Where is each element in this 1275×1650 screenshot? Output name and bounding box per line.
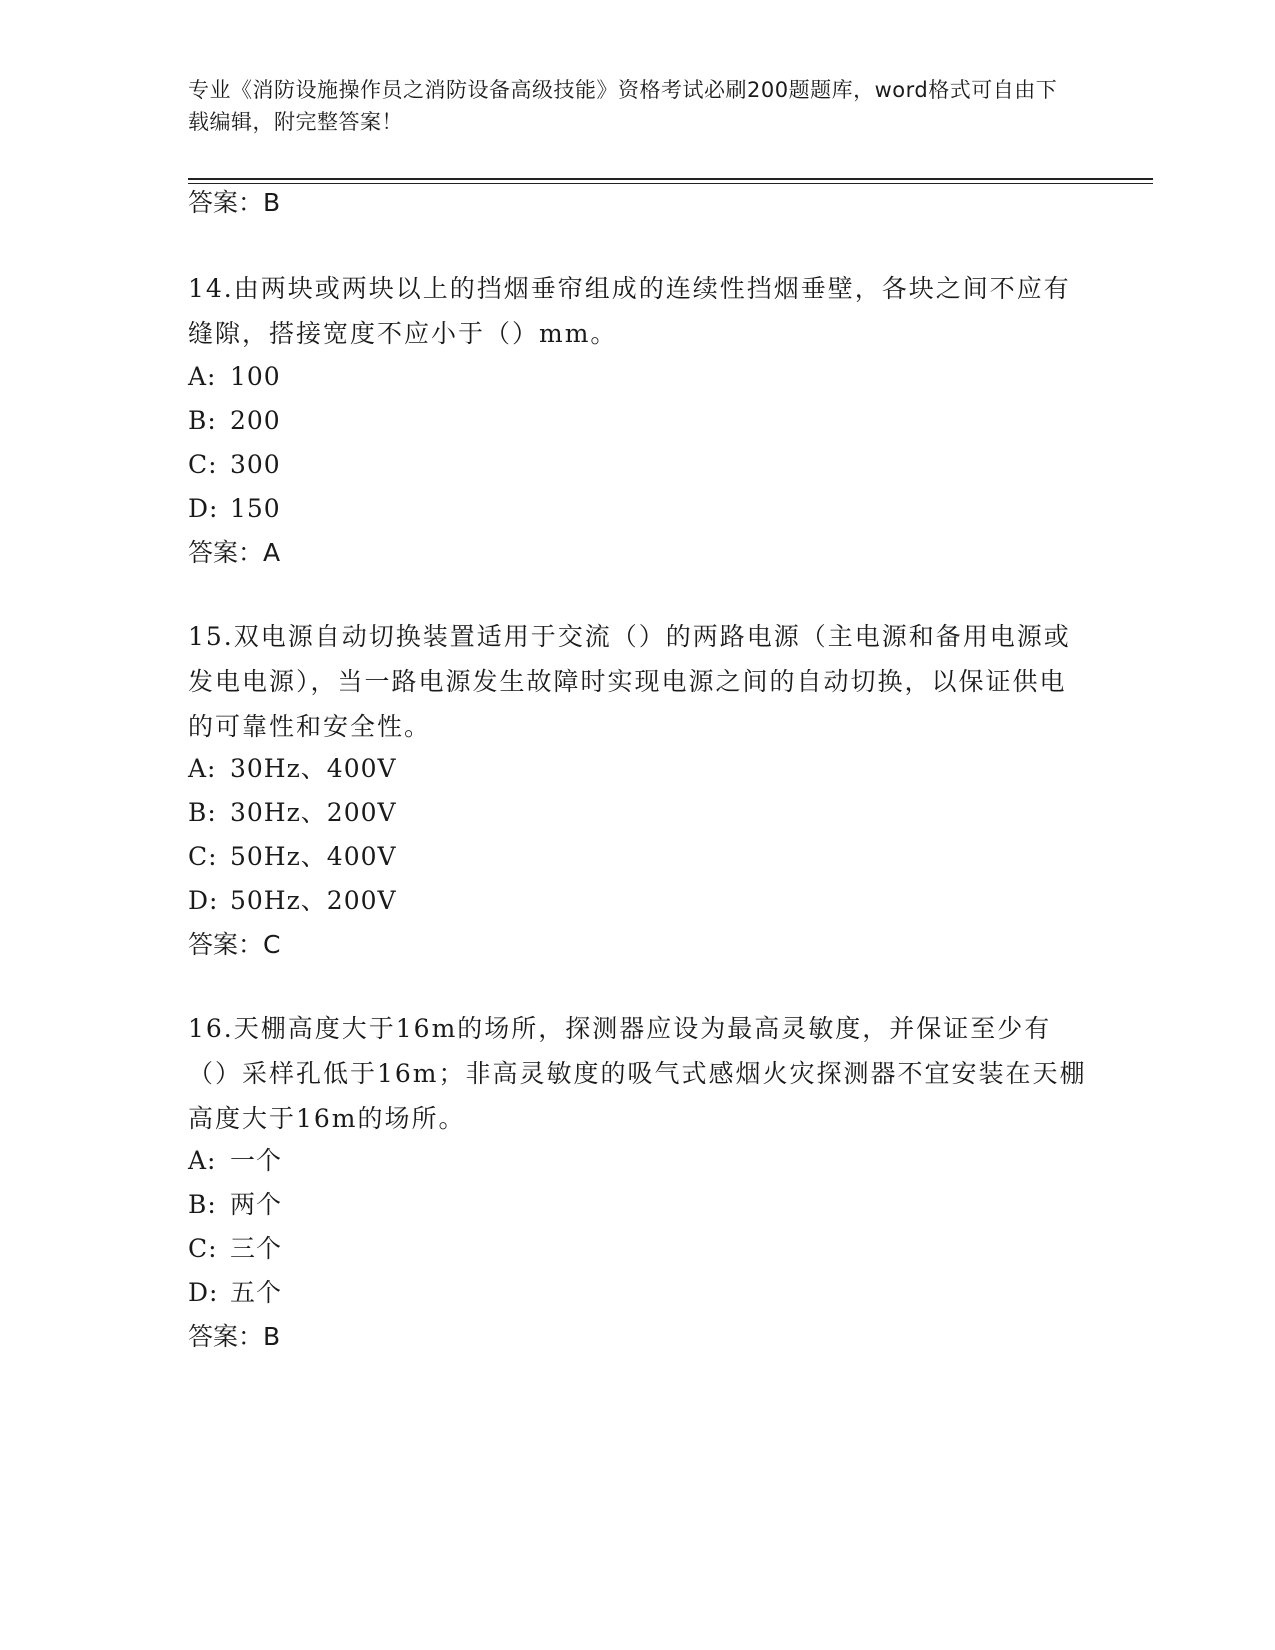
option-letter: C:	[188, 450, 218, 479]
header-divider-thin	[188, 183, 1153, 184]
option-text: 150	[230, 494, 281, 523]
question-16-option-c	[188, 1232, 282, 1266]
question-16-answer: 答案：B	[188, 1322, 281, 1351]
option-text: 50Hz、400V	[230, 842, 397, 871]
option-text: 300	[230, 450, 281, 479]
question-14-option-a	[188, 360, 281, 394]
question-15-option-c	[188, 840, 397, 874]
question-15-option-b	[188, 796, 397, 830]
option-letter: A:	[188, 362, 217, 391]
option-letter: C:	[188, 1234, 218, 1263]
header-divider-thick	[188, 178, 1153, 180]
question-16-text: 16.天棚高度大于16m的场所，探测器应设为最高灵敏度，并保证至少有（）采样孔低于16m；非高灵敏度的吸气式感烟火灾探测器不宜安装在天棚高度大于16m的场所。	[188, 1014, 1087, 1133]
option-letter: A:	[188, 754, 217, 783]
question-16-option-d	[188, 1276, 282, 1310]
option-text: 三个	[230, 1234, 283, 1263]
option-letter: C:	[188, 842, 218, 871]
previous-answer: 答案：B	[188, 188, 281, 217]
question-14-answer: 答案：A	[188, 538, 281, 567]
option-text: 五个	[230, 1278, 283, 1307]
option-text: 一个	[230, 1146, 283, 1175]
question-15-answer: 答案：C	[188, 930, 281, 959]
question-14-option-b	[188, 404, 281, 438]
question-14-text: 14.由两块或两块以上的挡烟垂帘组成的连续性挡烟垂壁，各块之间不应有缝隙，搭接宽度不应小于（）mm。	[188, 274, 1071, 348]
question-14-option-d	[188, 492, 281, 526]
option-text: 100	[230, 362, 281, 391]
option-letter: A:	[188, 1146, 217, 1175]
option-text: 两个	[230, 1190, 283, 1219]
option-letter: D:	[188, 886, 219, 915]
option-letter: B:	[188, 406, 217, 435]
option-text: 30Hz、400V	[230, 754, 397, 783]
question-16-option-b	[188, 1188, 282, 1222]
option-text: 200	[230, 406, 281, 435]
option-letter: D:	[188, 1278, 219, 1307]
question-15-option-a	[188, 752, 397, 786]
option-text: 30Hz、200V	[230, 798, 397, 827]
option-letter: B:	[188, 798, 217, 827]
option-letter: B:	[188, 1190, 217, 1219]
question-15-text: 15.双电源自动切换装置适用于交流（）的两路电源（主电源和备用电源或发电电源），当一路电源发生故障时实现电源之间的自动切换，以保证供电的可靠性和安全性。	[188, 622, 1071, 741]
document-header: 专业《消防设施操作员之消防设备高级技能》资格考试必刷200题题库，word格式可自由下载编辑，附完整答案！	[188, 78, 1058, 134]
question-16-option-a	[188, 1144, 282, 1178]
question-14-option-c	[188, 448, 281, 482]
option-text: 50Hz、200V	[230, 886, 397, 915]
option-letter: D:	[188, 494, 219, 523]
question-15-option-d	[188, 884, 397, 918]
